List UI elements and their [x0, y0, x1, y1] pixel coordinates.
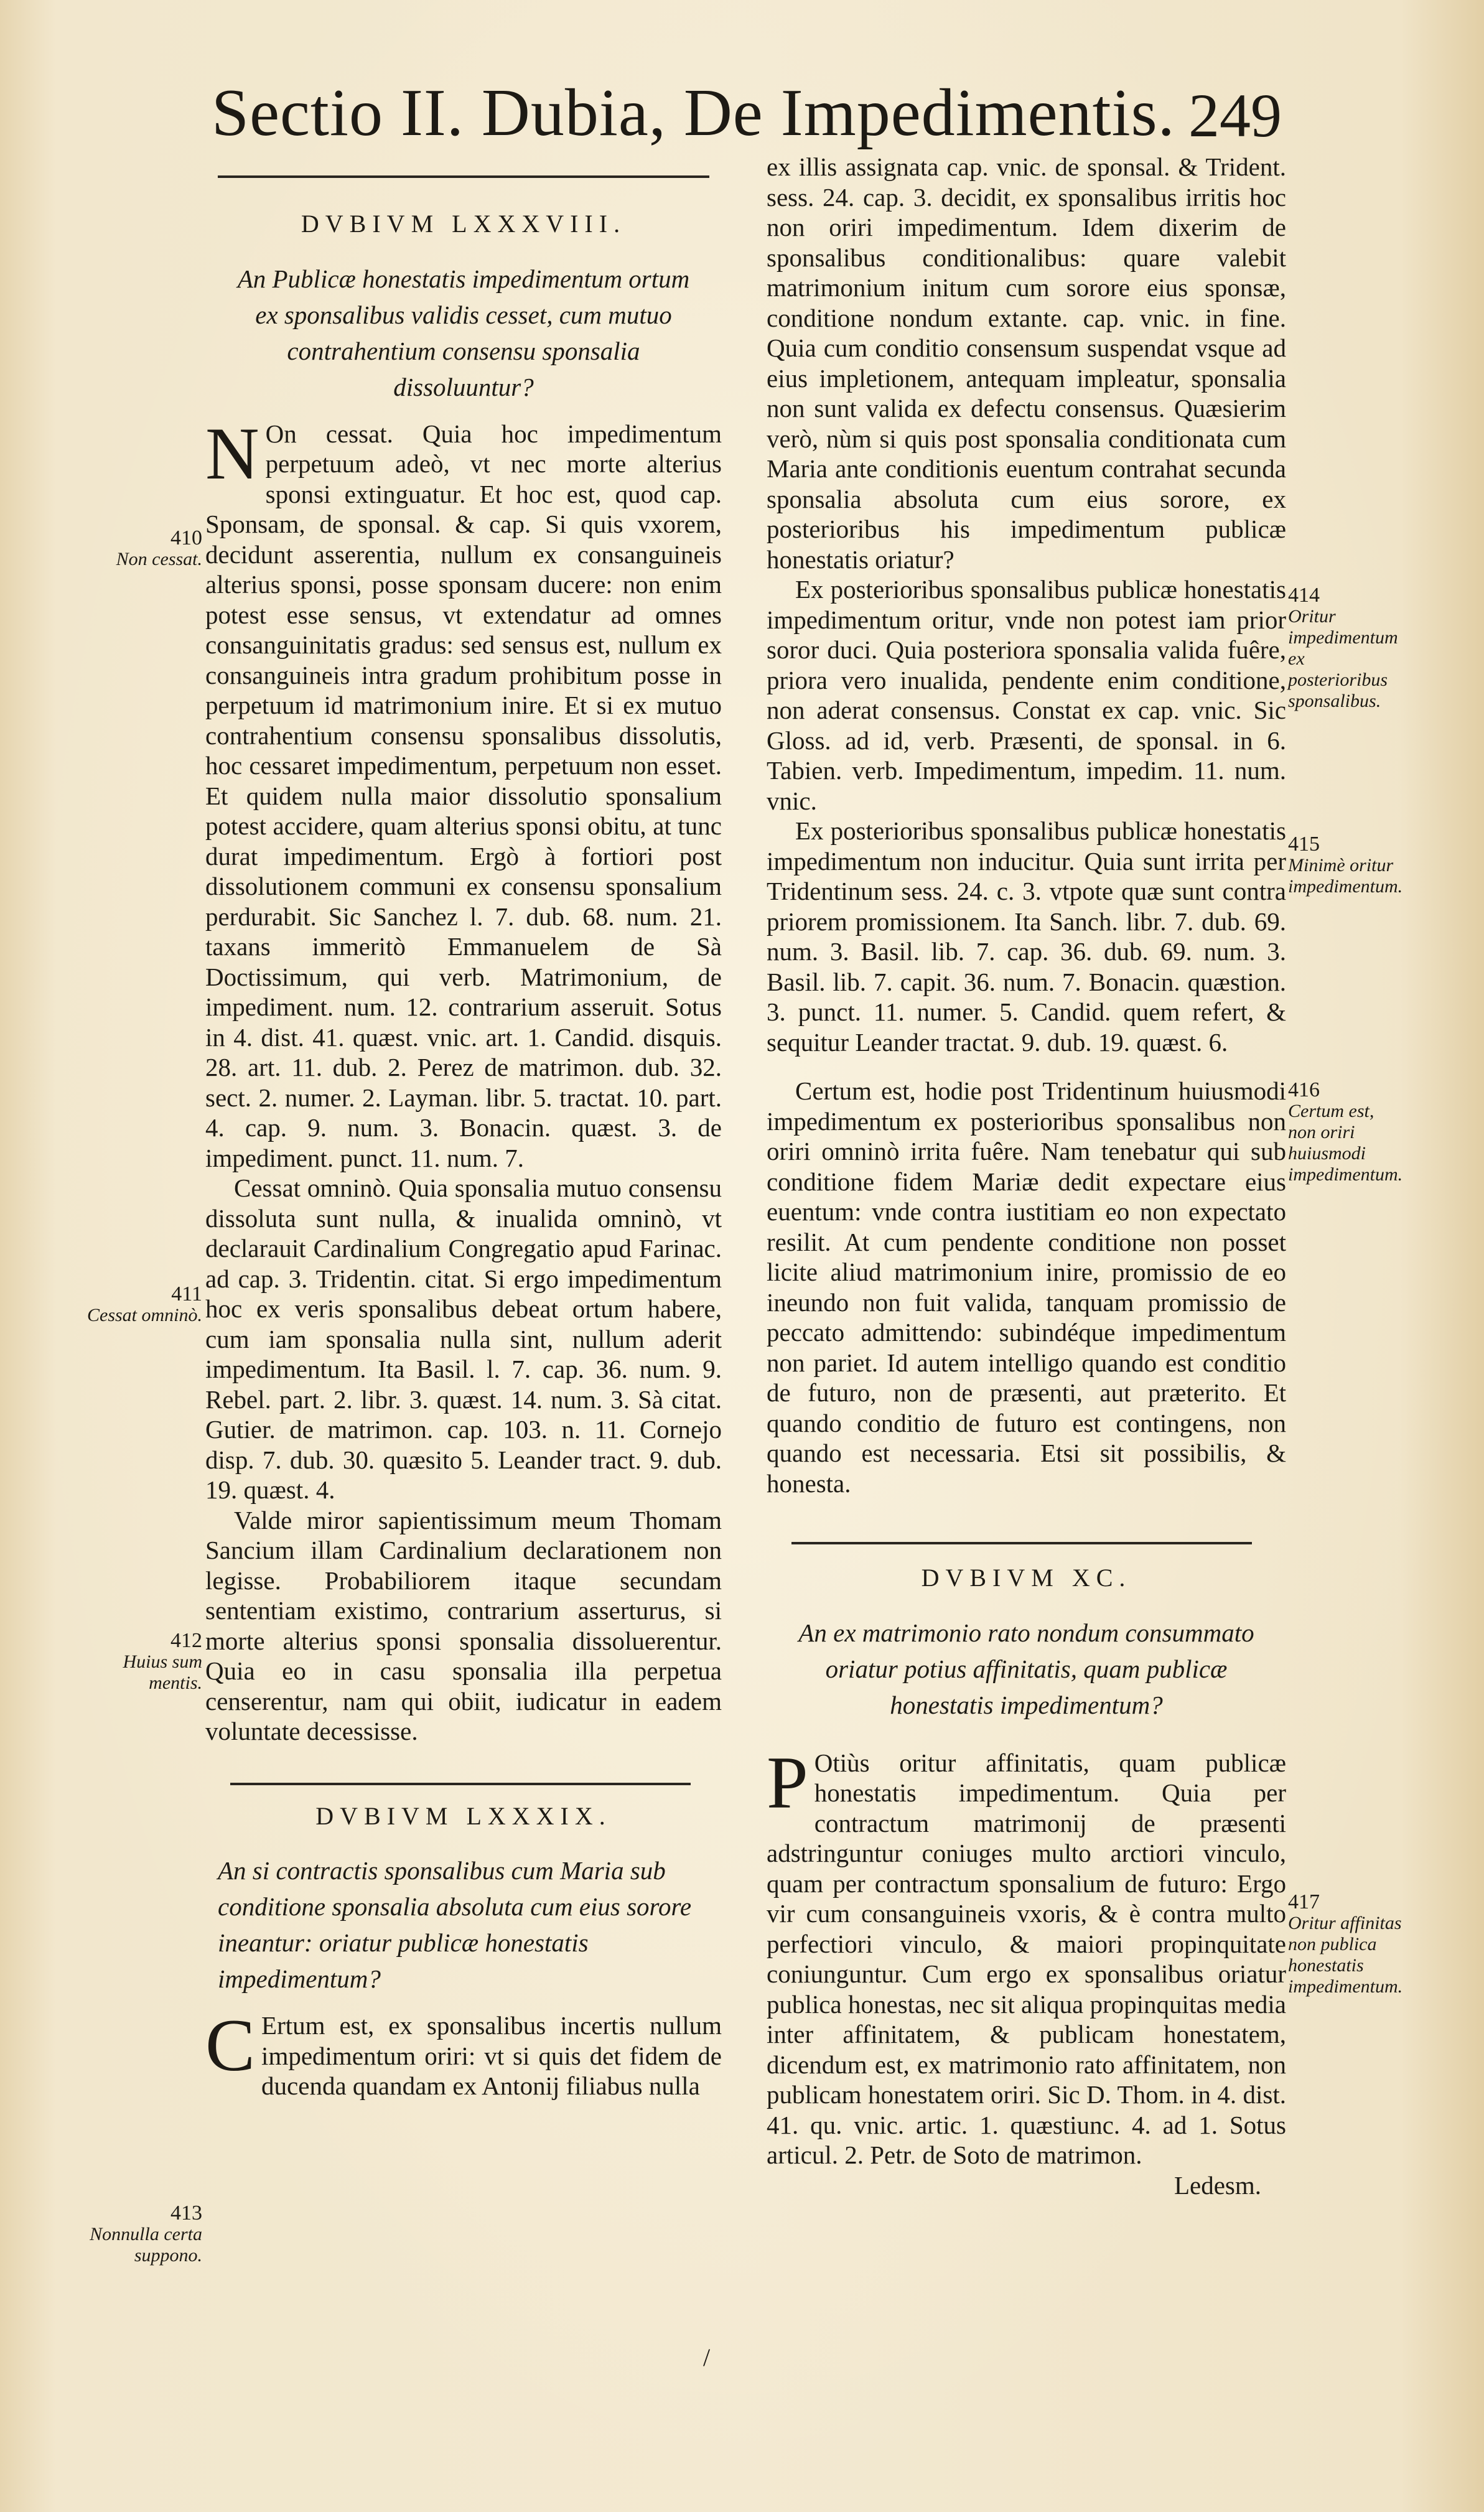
dubium-89-para-1: C Ertum est, ex sponsalibus incertis nullum impedimentum oriri: vt si quis det fidem de ducenda quandam ex Antonij filiabus nulla — [205, 2004, 722, 2100]
printer-mark: / — [703, 2343, 711, 2371]
right-para-3: Ex posterioribus sponsalibus publicæ honestatis impedimentum non inducitur. Quia sunt irrita per Tridentinum sess. 24. c. 3. vtpote quæ sunt contra priorem promissionem. Ita Sanch. libr. 7. dub. 69. num. 3. Basil. lib. 7. cap. 36. dub. 69. num. 3. Basil. lib. 7. capit. 36. num. 7. Bonacin. quæstion. 3. punct. 11. numer. 5. Candid. quem refert, & sequitur Leander tractat. 9. dub. 19. quæst. 6. — [767, 816, 1286, 1057]
dubium-88-question: An Publicæ honestatis impedimentum ortum ex sponsalibus validis cesset, cum mutuo contrahentium consensu sponsalia dissoluuntur? — [237, 264, 690, 401]
margin-note-412: 412 Huius sum mentis. — [123, 1629, 202, 1693]
margin-note-410: 410 Non cessat. — [116, 526, 202, 569]
section-rule — [218, 175, 709, 178]
section-rule — [791, 1542, 1252, 1544]
dubium-90-question: An ex matrimonio rato nondum consummato oriatur potius affinitatis, quam publicæ honestatis impedimentum? — [798, 1618, 1254, 1719]
right-column — [767, 152, 1286, 2200]
dubium-88-title: DVBIVM LXXXVIII. — [301, 210, 627, 238]
dubium-88-para-2: Cessat omninò. Quia sponsalia mutuo consensu dissoluta sunt nulla, & inualida omninò, vt declarauit Cardinalium Congregatio apud Farinac. ad cap. 3. Tridentin. citat. Si ergo impedimentum hoc ex veris sponsalibus debeat ortum habere, cum iam sponsalia nulla sint, nullum aderit impedimentum. Ita Basil. l. 7. cap. 36. num. 9. Rebel. part. 2. libr. 3. quæst. 14. num. 3. Sà citat. Gutier. de matrimon. cap. 103. n. 11. Cornejo disp. 7. dub. 30. quæsito 5. Leander tract. 9. dub. 19. quæst. 4. — [205, 1174, 722, 1504]
margin-note-417: 417 Oritur affinitas non publica honestatis impedimentum. — [1288, 1890, 1403, 1997]
margin-note-414: 414 Oritur impedimentum ex posterioribus sponsalibus. — [1288, 584, 1398, 711]
right-para-4: Certum est, hodie post Tridentinum huiusmodi impedimentum ex posterioribus sponsalibus non oriri omninò irrita fuêre. Nam tenebatur qui sub conditione fidem Mariæ dedit expectare eius euentum: vnde contra iustitiam eo non expectato resilit. At cum pendente conditione non posset licite aliud matrimonium inire, promissio de eo ineundo non fuit valida, tanquam promissio de peccato admittendo: subindéque impedimentum non pariet. Id autem intelligo quando est conditio de futuro, non de præsenti, aut præterito. Et quando conditio de futuro est contingens, non quando est necessaria. Etsi sit possibilis, & honesta. — [767, 1076, 1286, 1498]
dubium-89-title: DVBIVM LXXXIX. — [315, 1801, 612, 1830]
dubium-88-para-1: N On cessat. Quia hoc impedimentum perpetuum adeò, vt nec morte alterius sponsi extinguatur. Et hoc est, quod cap. Sponsam, de sponsal. & cap. Si quis vxorem, decidunt asserentia, nullum ex consanguineis alterius sponsi, posse sponsam ducere: non enim potest esse sensus, vt extendatur ad omnes consanguinitatis gradus: sed sensus est, nullum ex consanguineis intra gradum prohibitum posse in perpetuum id matrimonium inire. Et si ex mutuo contrahentium consensu sponsalibus dissolutis, hoc cessaret impedimentum, perpetuum non esset. Et quidem nulla maior dissolutio sponsalium potest accidere, quam alterius sponsi obitu, at tunc durat impedimentum. Ergò à fortiori post dissolutionem communi ex consensu sponsalium perdurabit. Sic Sanchez l. 7. dub. 68. num. 21. taxans immeritò Emmanuelem de Sà Doctissimum, qui verb. Matrimonium, de impediment. num. 12. contrarium asseruit. Sotus in 4. dist. 41. quæst. vnic. art. 1. Candid. disquis. 28. art. 11. dub. 2. Perez de matrimon. dub. 32. sect. 2. numer. 2. Layman. libr. 5. tractat. 10. part. 4. cap. 9. num. 3. Bonacin. quæst. 3. de impediment. punct. 11. num. 7. — [205, 411, 722, 1172]
right-para-1: ex illis assignata cap. vnic. de sponsal. & Trident. sess. 24. cap. 3. decidit, ex sponsalibus irritis hoc non oriri impedimentum. Idem dixerim de sponsalibus conditionalibus: quare valebit matrimonium initum cum sorore eius sponsæ, conditione nondum extante. cap. vnic. in fine. Quia cum conditio consensum suspendat vsque ad eius impletionem, antequam impleatur, sponsalia non sunt valida ex defectu consensus. Quæsierim verò, nùm si quis post sponsalia conditionata cum Maria ante conditionis euentum contrahat secunda sponsalia absoluta cum eius sorore, ex posterioribus his impedimentum publicæ honestatis oriatur? — [767, 152, 1286, 574]
drop-cap: P — [767, 1740, 808, 1824]
right-para-2: Ex posterioribus sponsalibus publicæ honestatis impedimentum oritur, vnde non potest iam prior soror duci. Quia posteriora sponsalia valida fuêre, priora vero inualida, pendente enim conditione, non aderat consensus. Constat ex cap. vnic. Sic Gloss. ad id, verb. Præsenti, de sponsal. in 6. Tabien. verb. Impedimentum, impedim. 11. num. vnic. — [767, 575, 1286, 815]
dubium-89-question: An si contractis sponsalibus cum Maria sub conditione sponsalia absoluta cum eius sorore ineantur: oriatur publicæ honestatis impedimentum? — [218, 1856, 692, 1993]
dubium-90-title: DVBIVM XC. — [921, 1564, 1132, 1592]
dubium-88-para-3: Valde miror sapientissimum meum Thomam Sancium illam Cardinalium declarationem non legisse. Probabiliorem itaque secundam sententiam existimo, contrarium asserturus, si morte alterius sponsi sponsalia dissoluerentur. Quia eo in casu sponsalia illa perpetua censerentur, nam qui obiit, iudicatur in eadem voluntate decessisse. — [205, 1505, 722, 1745]
margin-note-415: 415 Minimè oritur impedimentum. — [1288, 833, 1403, 897]
catchword: Ledesm. — [1174, 2170, 1261, 2200]
page-number: 249 — [1188, 81, 1282, 150]
dubium-90-para-1: P Otiùs oritur affinitatis, quam publicæ honestatis impedimentum. Quia per contractum matrimonij de præsenti adstringuntur coniuges multo arctiori vinculo, quam per contractum sponsalium de futuro: Ergo vir cum consanguineis vxoris, & è contra multo perfectiori vinculo, & maiori propinquitate coniunguntur. Cum ergo ex sponsalibus oriatur publica honestas, nec sit aliqua propinquitas media inter affinitatem, & publicam honestatem, dicendum est, ex matrimonio rato affinitatem, non publicam honestatem oriri. Sic D. Thom. in 4. dist. 41. qu. vnic. artic. 1. quæstiunc. 4. ad 1. Sotus articul. 2. Petr. de Soto de matrimon. — [767, 1740, 1286, 2169]
left-column — [205, 175, 722, 2101]
drop-cap: N — [205, 411, 259, 495]
margin-note-411: 411 Cessat omninò. — [87, 1282, 203, 1325]
running-header — [212, 75, 1282, 149]
running-title: Sectio II. Dubia, De Impedimentis. — [212, 76, 1175, 150]
drop-cap: C — [205, 2004, 256, 2086]
margin-note-413: 413 Nonnulla certa suppono. — [90, 2202, 202, 2266]
section-rule — [230, 1783, 691, 1785]
margin-note-416: 416 Certum est, non oriri huiusmodi impedimentum. — [1288, 1078, 1403, 1185]
